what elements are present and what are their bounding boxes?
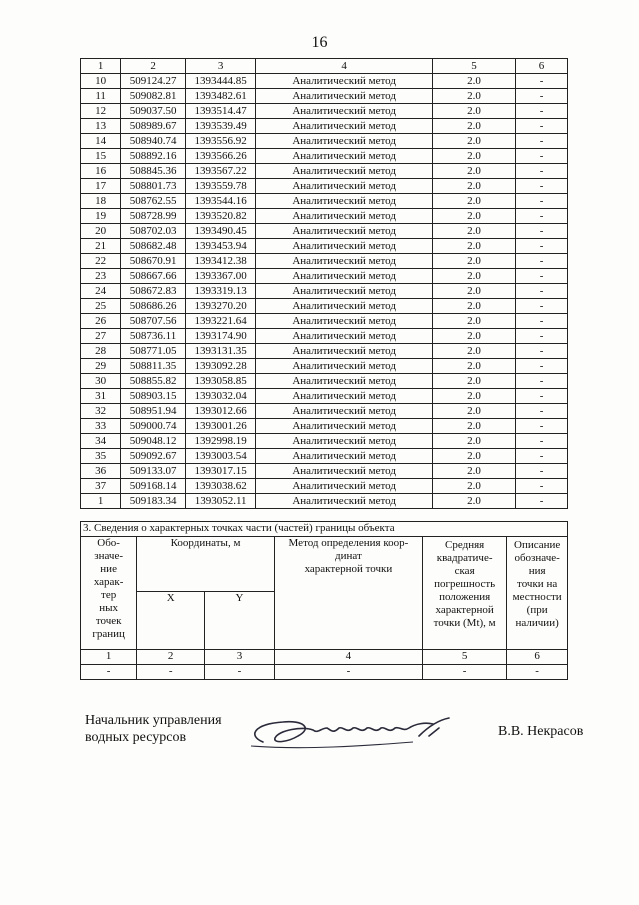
- table-row: [81, 449, 568, 464]
- table-cell: 509168.14: [121, 479, 186, 494]
- table-cell: 2.0: [432, 104, 515, 119]
- table-cell: 34: [81, 434, 121, 449]
- table-cell: 1393520.82: [185, 209, 256, 224]
- table-cell: 14: [81, 134, 121, 149]
- table-cell: 13: [81, 119, 121, 134]
- table-cell: 1393052.11: [185, 494, 256, 509]
- table-cell: 35: [81, 449, 121, 464]
- table-cell: 508682.48: [121, 239, 186, 254]
- table-cell: Аналитический метод: [256, 419, 432, 434]
- table-cell: Аналитический метод: [256, 299, 432, 314]
- table-cell: 1393556.92: [185, 134, 256, 149]
- table-cell: 508736.11: [121, 329, 186, 344]
- table-cell: 2.0: [432, 239, 515, 254]
- table-row: [81, 434, 568, 449]
- table-row: [81, 134, 568, 149]
- table-cell: 26: [81, 314, 121, 329]
- table-cell: -: [516, 419, 568, 434]
- table-cell: 2.0: [432, 389, 515, 404]
- table-cell: 2.0: [432, 89, 515, 104]
- signature-image: [243, 706, 473, 756]
- table-cell: -: [516, 254, 568, 269]
- table-cell: 508728.99: [121, 209, 186, 224]
- table-cell: Аналитический метод: [256, 104, 432, 119]
- table-cell: -: [516, 494, 568, 509]
- table-cell: 1393092.28: [185, 359, 256, 374]
- table-cell: 2.0: [432, 314, 515, 329]
- table-cell: 508672.83: [121, 284, 186, 299]
- table-cell: -: [516, 224, 568, 239]
- table-cell: Аналитический метод: [256, 314, 432, 329]
- table-cell: 508707.56: [121, 314, 186, 329]
- table-cell: 2.0: [432, 194, 515, 209]
- table-cell: 509048.12: [121, 434, 186, 449]
- header-cell: 4: [256, 59, 432, 74]
- table-cell: 1393367.00: [185, 269, 256, 284]
- table-cell: 508670.91: [121, 254, 186, 269]
- table-cell: 20: [81, 224, 121, 239]
- coordinates-header: Координаты, м: [137, 537, 275, 592]
- table-cell: 1393490.45: [185, 224, 256, 239]
- table-cell: 509183.34: [121, 494, 186, 509]
- table-cell: 2.0: [432, 344, 515, 359]
- table-row: [81, 254, 568, 269]
- table-cell: 509082.81: [121, 89, 186, 104]
- table-row: [81, 149, 568, 164]
- y-header: Y: [205, 591, 275, 649]
- method-header: Метод определения коор- динат характерной точки: [274, 537, 422, 650]
- number-cell: 5: [423, 650, 507, 665]
- number-cell: 6: [507, 650, 568, 665]
- table-cell: 1393058.85: [185, 374, 256, 389]
- table-cell: 23: [81, 269, 121, 284]
- accuracy-header: Средняя квадратиче- ская погрешность положения характерной точки (Mt), м: [423, 537, 507, 650]
- table-cell: Аналитический метод: [256, 269, 432, 284]
- table-cell: 1393012.66: [185, 404, 256, 419]
- table-cell: -: [516, 74, 568, 89]
- table-header-row: [81, 59, 568, 74]
- table-cell: 1393174.90: [185, 329, 256, 344]
- table-cell: 2.0: [432, 359, 515, 374]
- table-cell: Аналитический метод: [256, 119, 432, 134]
- table-cell: Аналитический метод: [256, 179, 432, 194]
- table-cell: 2.0: [432, 434, 515, 449]
- table-row: [81, 494, 568, 509]
- dash-cell: -: [507, 665, 568, 680]
- table-cell: -: [516, 314, 568, 329]
- dash-cell: -: [274, 665, 422, 680]
- table-cell: 1393444.85: [185, 74, 256, 89]
- page-number: 16: [311, 34, 328, 51]
- table-cell: -: [516, 344, 568, 359]
- table-cell: 16: [81, 164, 121, 179]
- table-cell: 2.0: [432, 299, 515, 314]
- table-cell: 1393559.78: [185, 179, 256, 194]
- table-cell: 19: [81, 209, 121, 224]
- table-cell: 30: [81, 374, 121, 389]
- table-cell: 1393131.35: [185, 344, 256, 359]
- table-cell: Аналитический метод: [256, 434, 432, 449]
- table-cell: Аналитический метод: [256, 224, 432, 239]
- table-cell: -: [516, 389, 568, 404]
- table-cell: 2.0: [432, 284, 515, 299]
- point-designation-header: Обо- значе- ние харак- тер ных точек границ: [81, 537, 137, 650]
- table-cell: -: [516, 164, 568, 179]
- x-header: X: [137, 591, 205, 649]
- table-cell: Аналитический метод: [256, 374, 432, 389]
- table-cell: 1393482.61: [185, 89, 256, 104]
- table-cell: Аналитический метод: [256, 74, 432, 89]
- table-cell: 509124.27: [121, 74, 186, 89]
- table-cell: 508855.82: [121, 374, 186, 389]
- header-cell: 2: [121, 59, 186, 74]
- table-cell: 36: [81, 464, 121, 479]
- signatory-name: В.В. Некрасов: [498, 724, 584, 739]
- table-row: [81, 404, 568, 419]
- table-cell: 1393270.20: [185, 299, 256, 314]
- table-cell: -: [516, 299, 568, 314]
- table-cell: 2.0: [432, 374, 515, 389]
- table-cell: -: [516, 434, 568, 449]
- table-row: [81, 89, 568, 104]
- table-cell: 1393566.26: [185, 149, 256, 164]
- table-cell: 508989.67: [121, 119, 186, 134]
- header-cell: 1: [81, 59, 121, 74]
- table-cell: Аналитический метод: [256, 164, 432, 179]
- dash-cell: -: [205, 665, 275, 680]
- table-cell: 2.0: [432, 269, 515, 284]
- table-cell: -: [516, 239, 568, 254]
- table-cell: 37: [81, 479, 121, 494]
- table-cell: Аналитический метод: [256, 284, 432, 299]
- table-cell: Аналитический метод: [256, 464, 432, 479]
- table-cell: 2.0: [432, 164, 515, 179]
- table-cell: Аналитический метод: [256, 209, 432, 224]
- table-cell: 33: [81, 419, 121, 434]
- table-cell: 1393001.26: [185, 419, 256, 434]
- table-cell: -: [516, 149, 568, 164]
- table-row: [81, 359, 568, 374]
- table-cell: Аналитический метод: [256, 134, 432, 149]
- table-cell: 509037.50: [121, 104, 186, 119]
- table-cell: 2.0: [432, 419, 515, 434]
- table-cell: -: [516, 134, 568, 149]
- table-cell: 1: [81, 494, 121, 509]
- table-cell: -: [516, 359, 568, 374]
- table-cell: 508892.16: [121, 149, 186, 164]
- header-cell: 6: [516, 59, 568, 74]
- table-row: [81, 224, 568, 239]
- table-cell: -: [516, 374, 568, 389]
- table-cell: 2.0: [432, 209, 515, 224]
- table-cell: Аналитический метод: [256, 344, 432, 359]
- position-line-2: водных ресурсов: [85, 730, 187, 745]
- table-row: [81, 239, 568, 254]
- table-cell: -: [516, 284, 568, 299]
- table-cell: 21: [81, 239, 121, 254]
- table-cell: -: [516, 104, 568, 119]
- table-row: [81, 314, 568, 329]
- table-cell: Аналитический метод: [256, 194, 432, 209]
- table-row: [81, 419, 568, 434]
- table-row: [81, 119, 568, 134]
- table-cell: 1393453.94: [185, 239, 256, 254]
- table-cell: 1393567.22: [185, 164, 256, 179]
- table-cell: 2.0: [432, 149, 515, 164]
- dash-cell: -: [81, 665, 137, 680]
- table-cell: 2.0: [432, 254, 515, 269]
- table-cell: -: [516, 404, 568, 419]
- table-cell: 2.0: [432, 494, 515, 509]
- table-cell: -: [516, 464, 568, 479]
- table-cell: -: [516, 269, 568, 284]
- table-cell: 22: [81, 254, 121, 269]
- table-cell: Аналитический метод: [256, 239, 432, 254]
- table-row: [81, 269, 568, 284]
- table-cell: 2.0: [432, 119, 515, 134]
- description-header: Описание обозначе- ния точки на местности (при наличии): [507, 537, 568, 650]
- dash-cell: -: [137, 665, 205, 680]
- table-row: [81, 179, 568, 194]
- table-row: [81, 479, 568, 494]
- table-cell: 2.0: [432, 179, 515, 194]
- number-cell: 3: [205, 650, 275, 665]
- table-cell: 28: [81, 344, 121, 359]
- table-row: [81, 389, 568, 404]
- table-row: [81, 329, 568, 344]
- table-cell: Аналитический метод: [256, 329, 432, 344]
- table-row: [81, 194, 568, 209]
- signatory-position: [85, 712, 222, 746]
- table-cell: Аналитический метод: [256, 389, 432, 404]
- table-cell: 2.0: [432, 224, 515, 239]
- table-cell: 508702.03: [121, 224, 186, 239]
- table-cell: 2.0: [432, 74, 515, 89]
- coordinates-table: [80, 58, 568, 509]
- table-cell: 1393032.04: [185, 389, 256, 404]
- table-cell: Аналитический метод: [256, 494, 432, 509]
- table-cell: 29: [81, 359, 121, 374]
- table-row: [81, 74, 568, 89]
- table-cell: -: [516, 119, 568, 134]
- table-cell: 2.0: [432, 449, 515, 464]
- header-cell: 5: [432, 59, 515, 74]
- table-cell: 1393412.38: [185, 254, 256, 269]
- table-cell: -: [516, 479, 568, 494]
- table-cell: 509000.74: [121, 419, 186, 434]
- table-cell: 15: [81, 149, 121, 164]
- number-cell: 4: [274, 650, 422, 665]
- table-cell: Аналитический метод: [256, 89, 432, 104]
- table-cell: 10: [81, 74, 121, 89]
- table-cell: 17: [81, 179, 121, 194]
- table-cell: Аналитический метод: [256, 254, 432, 269]
- table-cell: -: [516, 194, 568, 209]
- table-cell: Аналитический метод: [256, 404, 432, 419]
- table-cell: Аналитический метод: [256, 479, 432, 494]
- table-cell: 508811.35: [121, 359, 186, 374]
- table-cell: -: [516, 179, 568, 194]
- table-cell: Аналитический метод: [256, 149, 432, 164]
- table-row: [81, 464, 568, 479]
- table-cell: -: [516, 449, 568, 464]
- table-cell: -: [516, 89, 568, 104]
- table-cell: 2.0: [432, 404, 515, 419]
- table-cell: 1393221.64: [185, 314, 256, 329]
- table-cell: 1393544.16: [185, 194, 256, 209]
- table-cell: 508667.66: [121, 269, 186, 284]
- table-row: [81, 299, 568, 314]
- table-cell: 509133.07: [121, 464, 186, 479]
- table-cell: 1393003.54: [185, 449, 256, 464]
- table-cell: 31: [81, 389, 121, 404]
- table-cell: 508845.36: [121, 164, 186, 179]
- table-cell: 1393514.47: [185, 104, 256, 119]
- position-line-1: Начальник управления: [85, 713, 222, 728]
- table-cell: 2.0: [432, 329, 515, 344]
- table-cell: 12: [81, 104, 121, 119]
- table-cell: 1393539.49: [185, 119, 256, 134]
- table-cell: 1393038.62: [185, 479, 256, 494]
- section3-title: 3. Сведения о характерных точках части (частей) границы объекта: [81, 522, 568, 537]
- table-row: [81, 164, 568, 179]
- table-cell: -: [516, 209, 568, 224]
- table-cell: 2.0: [432, 134, 515, 149]
- table-row: [81, 344, 568, 359]
- table-cell: 18: [81, 194, 121, 209]
- table-cell: 24: [81, 284, 121, 299]
- table-cell: 11: [81, 89, 121, 104]
- table-cell: 27: [81, 329, 121, 344]
- table-cell: Аналитический метод: [256, 359, 432, 374]
- table-cell: 32: [81, 404, 121, 419]
- table-cell: 508951.94: [121, 404, 186, 419]
- table-cell: 1393319.13: [185, 284, 256, 299]
- table-row: [81, 209, 568, 224]
- section3-table: [80, 521, 568, 680]
- table-row: [81, 374, 568, 389]
- table-cell: 508801.73: [121, 179, 186, 194]
- table-row: [81, 104, 568, 119]
- table-row: [81, 284, 568, 299]
- header-cell: 3: [185, 59, 256, 74]
- table-cell: -: [516, 329, 568, 344]
- table-cell: 508940.74: [121, 134, 186, 149]
- number-cell: 1: [81, 650, 137, 665]
- table-cell: 508762.55: [121, 194, 186, 209]
- table-cell: 2.0: [432, 464, 515, 479]
- table-cell: 508903.15: [121, 389, 186, 404]
- table-cell: 508686.26: [121, 299, 186, 314]
- table-cell: 1393017.15: [185, 464, 256, 479]
- table-cell: Аналитический метод: [256, 449, 432, 464]
- number-cell: 2: [137, 650, 205, 665]
- table-cell: 508771.05: [121, 344, 186, 359]
- dash-cell: -: [423, 665, 507, 680]
- table-cell: 1392998.19: [185, 434, 256, 449]
- table-cell: 2.0: [432, 479, 515, 494]
- table-cell: 509092.67: [121, 449, 186, 464]
- table-cell: 25: [81, 299, 121, 314]
